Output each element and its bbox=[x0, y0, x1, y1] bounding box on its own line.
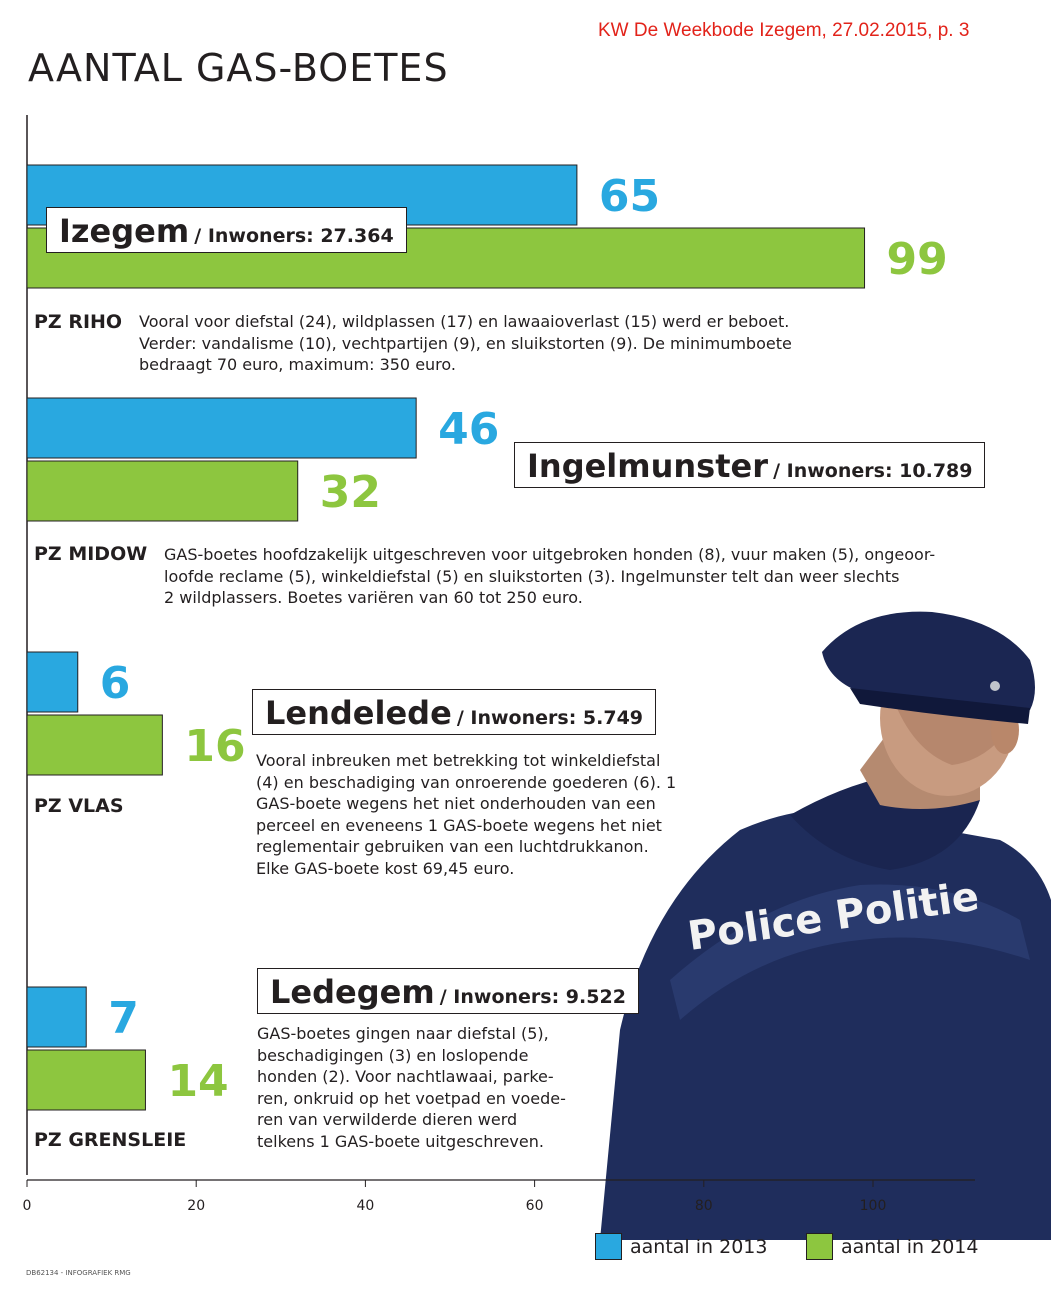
description-line: perceel en eveneens 1 GAS-boete wegens het niet bbox=[256, 815, 662, 835]
bar-lendelede-2013 bbox=[27, 652, 78, 712]
bar-ingelmunster-2014 bbox=[27, 461, 298, 521]
value-label-izegem-2013: 65 bbox=[598, 171, 661, 222]
value-label-izegem-2014: 99 bbox=[886, 234, 948, 285]
description-ingelmunster bbox=[164, 544, 935, 609]
legend-item-2014 bbox=[806, 1233, 978, 1260]
jacket-print-text: Police Politie bbox=[684, 873, 982, 960]
population-label: / Inwoners: 10.789 bbox=[773, 460, 973, 482]
description-lendelede bbox=[256, 750, 676, 879]
population-label: / Inwoners: 5.749 bbox=[456, 707, 644, 729]
value-label-ledegem-2013: 7 bbox=[108, 993, 139, 1044]
value-label-lendelede-2013: 6 bbox=[99, 658, 131, 709]
legend-label-2013: aantal in 2013 bbox=[630, 1235, 768, 1258]
description-ledegem bbox=[257, 1023, 566, 1152]
description-line: Elke GAS-boete kost 69,45 euro. bbox=[256, 858, 515, 878]
description-line: GAS-boete wegens het niet onderhouden van een bbox=[256, 794, 656, 813]
description-line: telkens 1 GAS-boete uitgeschreven. bbox=[257, 1131, 544, 1151]
description-line: Verder: vandalisme (10), vechtpartijen (9), en sluikstorten (9). De minimumboete bbox=[139, 333, 792, 353]
x-tick-label: 20 bbox=[187, 1198, 206, 1214]
municipality-name: Lendelede bbox=[265, 694, 452, 732]
label-box-izegem bbox=[46, 207, 407, 253]
municipality-name: Ingelmunster bbox=[527, 447, 768, 485]
legend-swatch-2013 bbox=[595, 1233, 622, 1260]
legend-swatch-2014 bbox=[806, 1233, 833, 1260]
legend-item-2013 bbox=[595, 1233, 767, 1260]
description-line: ren van verwilderde dieren werd bbox=[257, 1110, 518, 1129]
x-tick-label: 60 bbox=[525, 1198, 544, 1214]
description-line: bedraagt 70 euro, maximum: 350 euro. bbox=[139, 355, 456, 374]
x-tick-label: 100 bbox=[859, 1198, 887, 1214]
value-label-ingelmunster-2014: 32 bbox=[319, 467, 381, 518]
x-tick-label: 80 bbox=[694, 1198, 713, 1214]
description-line: GAS-boetes gingen naar diefstal (5), bbox=[257, 1024, 549, 1043]
label-box-ledegem bbox=[257, 968, 639, 1014]
source-note: KW De Weekbode Izegem, 27.02.2015, p. 3 bbox=[598, 20, 970, 41]
police-zone-label: PZ MIDOW bbox=[34, 543, 148, 565]
x-tick-label: 0 bbox=[22, 1198, 32, 1214]
description-line: Vooral inbreuken met betrekking tot winkeldiefstal bbox=[256, 751, 661, 770]
description-izegem bbox=[139, 311, 792, 376]
population-label: / Inwoners: 9.522 bbox=[439, 986, 626, 1008]
legend-label-2014: aantal in 2014 bbox=[841, 1235, 979, 1258]
municipality-name: Izegem bbox=[59, 212, 190, 250]
label-box-ingelmunster bbox=[514, 442, 985, 488]
bar-ingelmunster-2013 bbox=[27, 398, 416, 458]
description-line: beschadigingen (3) en loslopende bbox=[257, 1045, 529, 1065]
police-zone-label: PZ RIHO bbox=[34, 311, 123, 333]
footer-credit: DB62134 - INFOGRAFIEK RMG bbox=[26, 1269, 131, 1277]
value-label-ledegem-2014: 14 bbox=[167, 1056, 229, 1107]
police-zone-label: PZ GRENSLEIE bbox=[34, 1129, 187, 1151]
description-line: Vooral voor diefstal (24), wildplassen (17) en lawaaioverlast (15) werd er beboet. bbox=[139, 312, 790, 331]
page-title: AANTAL GAS-BOETES bbox=[28, 46, 449, 90]
x-tick-label: 40 bbox=[356, 1198, 375, 1214]
bar-ledegem-2013 bbox=[27, 987, 86, 1047]
municipality-name: Ledegem bbox=[270, 973, 435, 1011]
description-line: GAS-boetes hoofdzakelijk uitgeschreven voor uitgebroken honden (8), vuur maken (5), ongeoor- bbox=[164, 545, 936, 564]
description-line: 2 wildplassers. Boetes variëren van 60 tot 250 euro. bbox=[164, 588, 583, 607]
description-line: reglementair gebruiken van een luchtdrukkanon. bbox=[256, 837, 649, 856]
population-label: / Inwoners: 27.364 bbox=[194, 225, 394, 247]
description-line: (4) en beschadiging van onroerende goederen (6). 1 bbox=[256, 772, 677, 792]
value-label-ingelmunster-2013: 46 bbox=[438, 404, 500, 455]
bar-ledegem-2014 bbox=[27, 1050, 145, 1110]
description-line: loofde reclame (5), winkeldiefstal (5) en sluikstorten (3). Ingelmunster telt dan weer slechts bbox=[164, 566, 900, 586]
label-box-lendelede bbox=[252, 689, 656, 735]
description-line: honden (2). Voor nachtlawaai, parke- bbox=[257, 1067, 554, 1086]
description-line: ren, onkruid op het voetpad en voede- bbox=[257, 1088, 566, 1108]
bar-lendelede-2014 bbox=[27, 715, 162, 775]
value-label-lendelede-2014: 16 bbox=[184, 721, 246, 772]
police-zone-label: PZ VLAS bbox=[34, 795, 124, 817]
